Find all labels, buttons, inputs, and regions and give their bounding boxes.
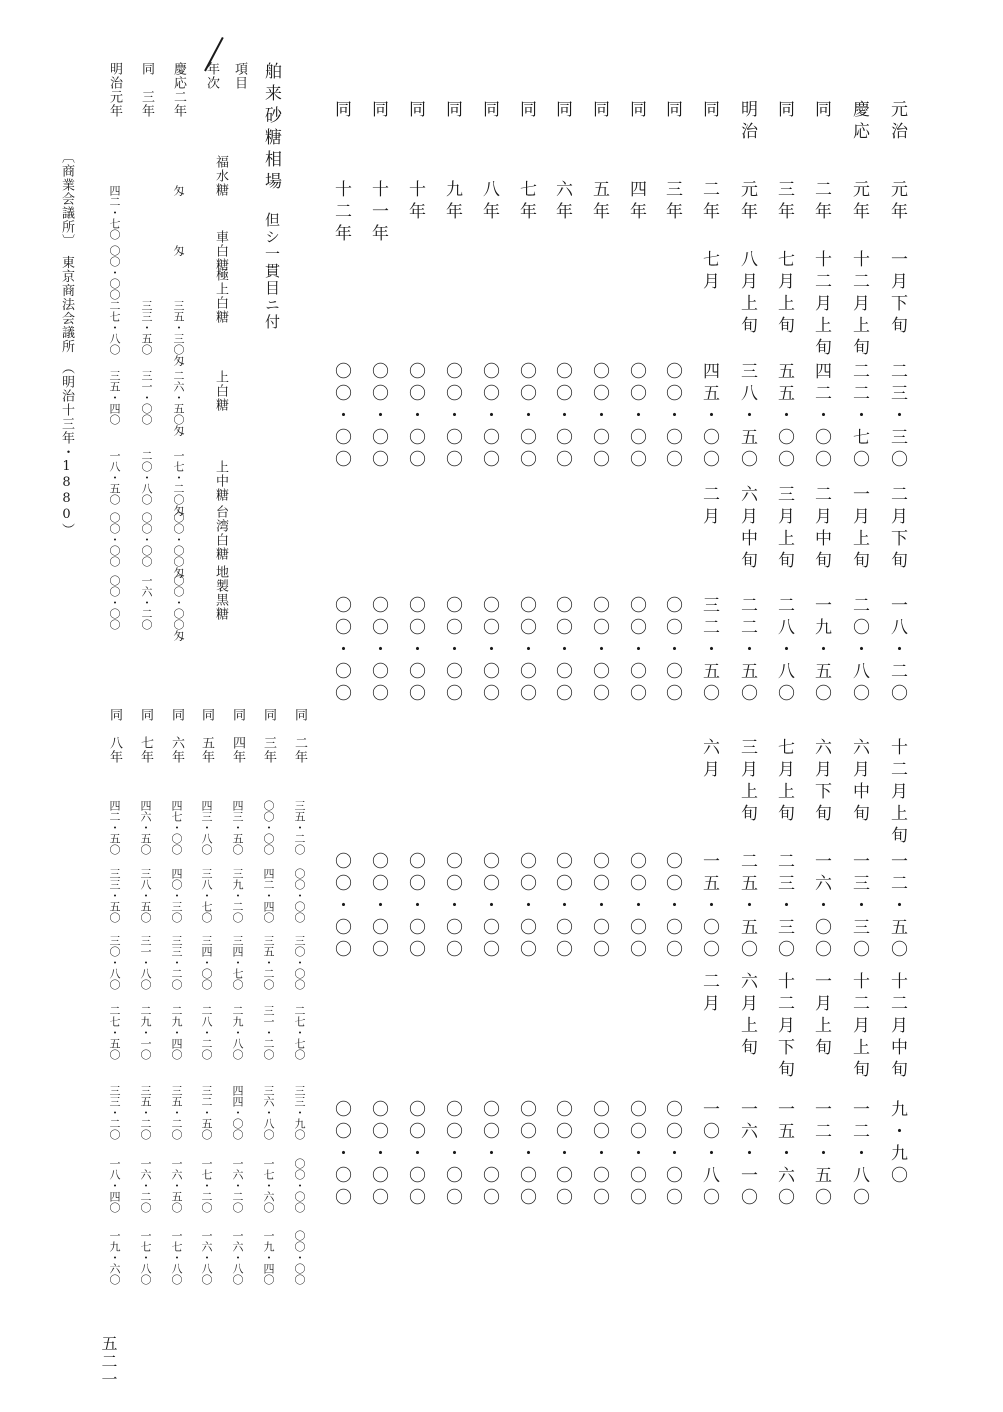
price-cell: 〇〇・〇〇 [662, 852, 682, 962]
price-cell: 二九・一〇 [139, 1005, 152, 1060]
price-cell: 三一・二〇 [262, 1005, 275, 1060]
price-cell: 〇〇・〇〇 [442, 1100, 462, 1210]
header-year: 年次 [204, 62, 219, 90]
price-cell: 三五・二〇 [170, 1085, 183, 1140]
column-header: 台湾白糖 [213, 505, 228, 561]
price-cell: 〇〇・〇〇 [479, 852, 499, 962]
price-cell: 一二・五〇 [811, 1100, 831, 1210]
price-cell: 三二・五〇 [699, 596, 719, 706]
year-label: 元年 [849, 180, 869, 224]
price-cell: 四六・五〇 [139, 800, 152, 855]
era-label: 同 [699, 100, 719, 122]
year-label: 同 八年 [107, 708, 122, 764]
price-cell: 〇〇・〇〇 [108, 512, 121, 567]
column-header: 車白糖 [213, 230, 228, 272]
price-cell: 二三・三〇 [887, 362, 907, 472]
year-label: 慶応二年 [171, 62, 186, 118]
price-cell: 五五・〇〇 [774, 362, 794, 472]
price-cell: 一九・五〇 [811, 596, 831, 706]
price-cell: 四〇・三〇 [170, 868, 183, 923]
era-label: 元治 [887, 100, 907, 144]
era-label: 同 [368, 100, 388, 122]
price-cell: 二八・二〇 [200, 1005, 213, 1060]
price-cell: 〇〇・〇〇 [368, 362, 388, 472]
price-cell: 〇〇・〇〇 [140, 512, 153, 567]
price-cell: 三九・二〇 [231, 868, 244, 923]
price-cell: 二二・五〇 [737, 596, 757, 706]
price-cell: 〇〇・〇〇 [626, 362, 646, 472]
price-cell: 三五・二〇 [293, 800, 306, 855]
year-label: 同 三年 [261, 708, 276, 764]
column-header: 上白糖 [213, 370, 228, 412]
date-cell: 十二月上旬 [811, 250, 831, 360]
date-cell: 二月 [699, 972, 719, 1016]
price-cell: 一九・六〇 [108, 1230, 121, 1285]
price-cell: 二九・四〇 [170, 1005, 183, 1060]
era-label: 同 [479, 100, 499, 122]
year-label: 同 四年 [230, 708, 245, 764]
price-cell: 〇〇・〇〇 [589, 852, 609, 962]
price-cell: 〇〇・〇〇 [368, 596, 388, 706]
price-cell: 〇〇・〇〇 [589, 1100, 609, 1210]
date-cell: 六月上旬 [737, 972, 757, 1060]
price-cell: 〇〇・〇〇 [331, 596, 351, 706]
page-number: 五二一 [99, 1335, 118, 1389]
price-cell: 三四・七〇 [231, 935, 244, 990]
date-cell: 七月 [699, 250, 719, 294]
year-label: 三年 [774, 180, 794, 224]
date-cell: 一月上旬 [849, 485, 869, 573]
price-cell: 四二・五〇 [108, 800, 121, 855]
price-cell: 二〇・八〇 [140, 450, 153, 505]
price-cell: 一七・六〇 [262, 1158, 275, 1213]
price-cell: 〇〇・〇〇 [662, 362, 682, 472]
price-cell: 〇〇・〇〇 [108, 245, 121, 300]
price-cell: 〇〇・〇〇 [516, 596, 536, 706]
column-header: 地製黒糖 [213, 565, 228, 621]
price-cell: 〇〇・〇〇匁 [172, 512, 185, 578]
price-cell: 二〇・八〇 [849, 596, 869, 706]
year-label: 元年 [887, 180, 907, 224]
date-cell: 六月中旬 [737, 485, 757, 573]
price-cell: 二七・八〇 [108, 300, 121, 355]
price-cell: 一六・〇〇 [811, 852, 831, 962]
price-cell: 一七・八〇 [139, 1230, 152, 1285]
price-cell: 一六・一〇 [737, 1100, 757, 1210]
price-cell: 〇〇・〇〇 [405, 1100, 425, 1210]
year-label: 八年 [479, 180, 499, 224]
price-cell: 九・九〇 [887, 1100, 907, 1188]
price-cell: 四二・〇〇 [811, 362, 831, 472]
price-cell: 三三・五〇 [140, 300, 153, 355]
price-cell: 一二・八〇 [849, 1100, 869, 1210]
price-cell: 三八・七〇 [200, 868, 213, 923]
price-cell: 〇〇・〇〇 [552, 596, 572, 706]
price-cell: 三五・三〇匁 [172, 300, 185, 366]
price-cell: 一七・二〇匁 [172, 450, 185, 516]
date-cell: 二月 [699, 485, 719, 529]
price-cell: 三五・四〇 [108, 370, 121, 425]
price-cell: 三三・五〇 [108, 868, 121, 923]
price-cell: 二三・三〇 [774, 852, 794, 962]
price-cell: 〇〇・〇〇 [331, 362, 351, 472]
price-cell: 三一・八〇 [139, 935, 152, 990]
date-cell: 二月下旬 [887, 485, 907, 573]
table-title: 舶来砂糖相場 [261, 62, 281, 194]
source-citation: 〔商業会議所〕 東京商法会議所 （明治十三年・1880） [59, 150, 74, 537]
price-cell: 〇〇・〇〇 [552, 852, 572, 962]
column-header: 上中糖 [213, 460, 228, 502]
price-cell: 〇〇・〇〇 [405, 362, 425, 472]
column-header: 極上白糖 [213, 268, 228, 324]
price-cell: 〇〇・〇〇 [293, 1230, 306, 1285]
price-cell: 一八・二〇 [887, 596, 907, 706]
price-cell: 四三・五〇 [231, 800, 244, 855]
price-cell: 〇〇・〇〇 [331, 1100, 351, 1210]
price-cell: 一〇・八〇 [699, 1100, 719, 1210]
price-cell: 〇〇・〇〇 [552, 1100, 572, 1210]
date-cell: 一月下旬 [887, 250, 907, 338]
era-label: 同 [405, 100, 425, 122]
date-cell: 十二月中旬 [887, 972, 907, 1082]
date-cell: 六月中旬 [849, 738, 869, 826]
price-cell: 一八・五〇 [108, 450, 121, 505]
price-cell: 〇〇・〇〇 [368, 1100, 388, 1210]
year-label: 二年 [811, 180, 831, 224]
price-cell: 一六・八〇 [200, 1230, 213, 1285]
era-label: 同 [552, 100, 572, 122]
year-label: 明治元年 [107, 62, 122, 118]
price-cell: 匁 [172, 185, 185, 196]
year-label: 同 五年 [199, 708, 214, 764]
date-cell: 十二月下旬 [774, 972, 794, 1082]
year-label: 元年 [737, 180, 757, 224]
year-label: 九年 [442, 180, 462, 224]
price-cell: 〇〇・〇〇 [626, 1100, 646, 1210]
era-label: 同 [774, 100, 794, 122]
price-cell: 〇〇・〇〇匁 [172, 575, 185, 641]
price-cell: 一二・五〇 [887, 852, 907, 962]
year-label: 十一年 [368, 180, 388, 246]
price-cell: 一三・三〇 [849, 852, 869, 962]
year-label: 六年 [552, 180, 572, 224]
price-cell: 一七・二〇 [200, 1158, 213, 1213]
price-cell: 三五・二〇 [139, 1085, 152, 1140]
price-cell: 三八・五〇 [139, 868, 152, 923]
era-label: 同 [516, 100, 536, 122]
year-label: 十二年 [331, 180, 351, 246]
price-cell: 〇〇・〇〇 [405, 852, 425, 962]
price-cell: 二五・五〇 [737, 852, 757, 962]
price-cell: 〇〇・〇〇 [479, 1100, 499, 1210]
year-label: 同 六年 [169, 708, 184, 764]
price-cell: 一五・六〇 [774, 1100, 794, 1210]
price-cell: 一八・四〇 [108, 1158, 121, 1213]
price-cell: 〇〇・〇〇 [662, 1100, 682, 1210]
price-cell: 〇〇・〇〇 [479, 596, 499, 706]
price-cell: 〇〇・〇〇 [516, 852, 536, 962]
price-cell: 〇〇・〇〇 [262, 800, 275, 855]
date-cell: 七月上旬 [774, 250, 794, 338]
era-label: 明治 [737, 100, 757, 144]
price-cell: 三二・五〇 [200, 1085, 213, 1140]
date-cell: 八月上旬 [737, 250, 757, 338]
price-cell: 四三・八〇 [200, 800, 213, 855]
price-cell: 四二・四〇 [262, 868, 275, 923]
era-label: 同 [662, 100, 682, 122]
header-item: 項目 [232, 62, 247, 90]
price-cell: 三六・八〇 [262, 1085, 275, 1140]
price-cell: 匁 [172, 245, 185, 256]
price-cell: 二七・五〇 [108, 1005, 121, 1060]
price-cell: 〇〇・〇〇 [405, 596, 425, 706]
date-cell: 一月上旬 [811, 972, 831, 1060]
price-cell: 〇〇・〇〇 [626, 852, 646, 962]
price-cell: 一六・二〇 [231, 1158, 244, 1213]
price-cell: 〇〇・〇〇 [293, 1158, 306, 1213]
price-cell: 一六・五〇 [170, 1158, 183, 1213]
date-cell: 二月中旬 [811, 485, 831, 573]
price-cell: 〇〇・〇〇 [442, 596, 462, 706]
price-cell: 〇〇・〇〇 [516, 362, 536, 472]
date-cell: 七月上旬 [774, 738, 794, 826]
price-cell: 二六・五〇匁 [172, 370, 185, 436]
year-label: 四年 [626, 180, 646, 224]
year-label: 七年 [516, 180, 536, 224]
year-label: 五年 [589, 180, 609, 224]
price-cell: 三三・二〇 [170, 935, 183, 990]
price-cell: 一五・〇〇 [699, 852, 719, 962]
price-cell: 三〇・八〇 [108, 935, 121, 990]
price-cell: 四七・〇〇 [170, 800, 183, 855]
year-label: 同 二年 [292, 708, 307, 764]
price-cell: 〇〇・〇〇 [516, 1100, 536, 1210]
price-cell: 四五・〇〇 [699, 362, 719, 472]
era-label: 同 [331, 100, 351, 122]
price-cell: 四四・〇〇 [231, 1085, 244, 1140]
date-cell: 十二月上旬 [887, 738, 907, 848]
price-cell: 一六・二〇 [140, 575, 153, 630]
price-cell: 〇〇・〇〇 [662, 596, 682, 706]
price-cell: 〇〇・〇〇 [331, 852, 351, 962]
era-label: 同 [626, 100, 646, 122]
date-cell: 六月 [699, 738, 719, 782]
year-label: 同 七年 [138, 708, 153, 764]
price-cell: 二七・七〇 [293, 1005, 306, 1060]
era-label: 同 [589, 100, 609, 122]
price-cell: 三五・二〇 [262, 935, 275, 990]
price-cell: 〇〇・〇〇 [626, 596, 646, 706]
date-cell: 三月上旬 [774, 485, 794, 573]
price-cell: 三三・二〇 [108, 1085, 121, 1140]
date-cell: 十二月上旬 [849, 972, 869, 1082]
price-cell: 三八・五〇 [737, 362, 757, 472]
price-cell: 三三・九〇 [293, 1085, 306, 1140]
price-cell: 二八・八〇 [774, 596, 794, 706]
date-cell: 三月上旬 [737, 738, 757, 826]
price-cell: 二二・七〇 [849, 362, 869, 472]
price-cell: 〇〇・〇〇 [293, 868, 306, 923]
era-label: 同 [442, 100, 462, 122]
price-cell: 〇〇・〇〇 [552, 362, 572, 472]
price-cell: 一七・八〇 [170, 1230, 183, 1285]
date-cell: 六月下旬 [811, 738, 831, 826]
era-label: 同 [811, 100, 831, 122]
year-label: 三年 [662, 180, 682, 224]
price-cell: 一九・四〇 [262, 1230, 275, 1285]
era-label: 慶応 [849, 100, 869, 144]
price-cell: 二九・八〇 [231, 1005, 244, 1060]
price-cell: 〇〇・〇〇 [368, 852, 388, 962]
price-cell: 一六・二〇 [139, 1158, 152, 1213]
column-header: 福水糖 [213, 155, 228, 197]
price-cell: 〇〇・〇〇 [108, 575, 121, 630]
year-label: 二年 [699, 180, 719, 224]
year-label: 同 三年 [139, 62, 154, 118]
price-cell: 〇〇・〇〇 [442, 362, 462, 472]
price-cell: 一六・八〇 [231, 1230, 244, 1285]
price-cell: 三四・〇〇 [200, 935, 213, 990]
year-label: 十年 [405, 180, 425, 224]
price-cell: 〇〇・〇〇 [589, 596, 609, 706]
date-cell: 十二月上旬 [849, 250, 869, 360]
table-note: 但シ一貫目ニ付 [263, 212, 281, 331]
price-cell: 〇〇・〇〇 [442, 852, 462, 962]
price-cell: 三〇・〇〇 [293, 935, 306, 990]
price-cell: 三一・〇〇 [140, 370, 153, 425]
price-cell: 〇〇・〇〇 [589, 362, 609, 472]
price-cell: 四二・七〇 [108, 185, 121, 240]
price-cell: 〇〇・〇〇 [479, 362, 499, 472]
